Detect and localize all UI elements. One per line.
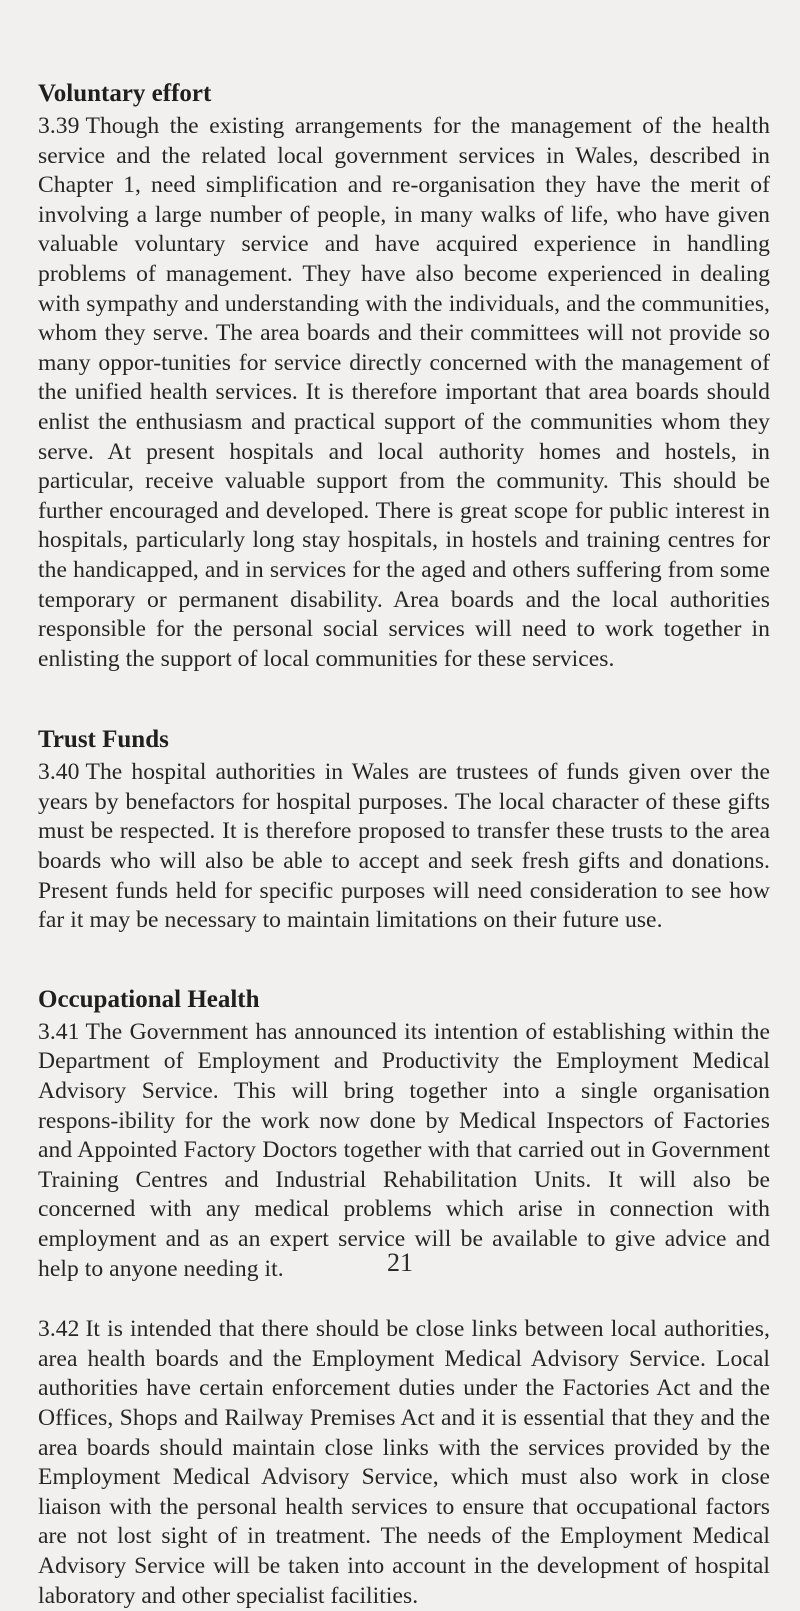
paragraph-text: The hospital authorities in Wales are trustees of funds given over the years by benefactors for hospital purposes. The local character of these gifts must be respected. It is therefore proposed to transfer these trusts to the area boards who will also be able to accept and seek fresh gifts and donations. Present funds held for specific purposes will need consideration to see how far it may be necessary to maintain limitations on their future use.: [38, 759, 770, 934]
paragraph-number: 3.42: [38, 1316, 80, 1343]
paragraph-number: 3.40: [38, 759, 80, 786]
paragraph-3-39: [38, 112, 770, 674]
paragraph-text: The Government has announced its intention of establishing within the Department of Employment and Productivity the Employment Medical Advisory Service. This will bring together into a single organisation respons-ibility for the work now done by Medical Inspectors of Factories and Appointed Factory Doctors together with that carried out in Government Training Centres and Industrial Rehabilitation Units. It will also be concerned with any medical problems which arise in connection with employment and as an expert service will be available to give advice and help to anyone needing it.: [38, 1018, 770, 1282]
section-heading: Trust Funds: [38, 726, 169, 754]
paragraph-text: Though the existing arrangements for the management of the health service and the related local government services in Wales, described in Chapter 1, need simplification and re-organisation they have the merit of involving a large number of people, in many walks of life, who have given valuable voluntary service and have acquired experience in handling problems of management. They have also become experienced in dealing with sympathy and understanding with the individuals, and the communities, whom they serve. The area boards and their committees will not provide so many oppor-tunities for service directly concerned with the management of the unified health services. It is therefore important that area boards should enlist the enthusiasm and practical support of the communities whom they serve. At present hospitals and local authority homes and hostels, in particular, receive valuable support from the community. This should be further encouraged and developed. There is great scope for public interest in hospitals, particularly long stay hospitals, in hostels and training centres for the handicapped, and in services for the aged and others suffering from some temporary or permanent disability. Area boards and the local authorities responsible for the personal social services will need to work together in enlisting the support of local communities for these services.: [38, 113, 770, 672]
section-trust-funds: [38, 724, 770, 936]
section-voluntary-effort: [38, 78, 770, 674]
paragraph-3-41: [38, 1018, 770, 1284]
section-heading: Voluntary effort: [38, 80, 212, 107]
section-occupational-health: [38, 984, 770, 1611]
paragraph-spacer: [38, 1284, 770, 1315]
section-spacer: [38, 936, 770, 984]
paragraph-3-40: [38, 758, 770, 936]
section-heading: Occupational Health: [38, 985, 260, 1013]
paragraph-3-42: [38, 1315, 770, 1611]
paragraph-number: 3.39: [38, 113, 80, 139]
paragraph-number: 3.41: [38, 1018, 80, 1045]
paragraph-text: It is intended that there should be close links between local authorities, area health boards and the Employment Medical Advisory Service. Local authorities have certain enforcement duties under the Factories Act and the Offices, Shops and Railway Premises Act and it is essential that they and the area boards should maintain close links with the services provided by the Employment Medical Advisory Service, which must also work in close liaison with the personal health services to ensure that occupational factors are not lost sight of in treatment. The needs of the Employment Medical Advisory Service will be taken into account in the development of hospital laboratory and other specialist facilities.: [38, 1316, 770, 1609]
section-spacer: [38, 674, 770, 724]
page-number: 21: [387, 1248, 413, 1277]
